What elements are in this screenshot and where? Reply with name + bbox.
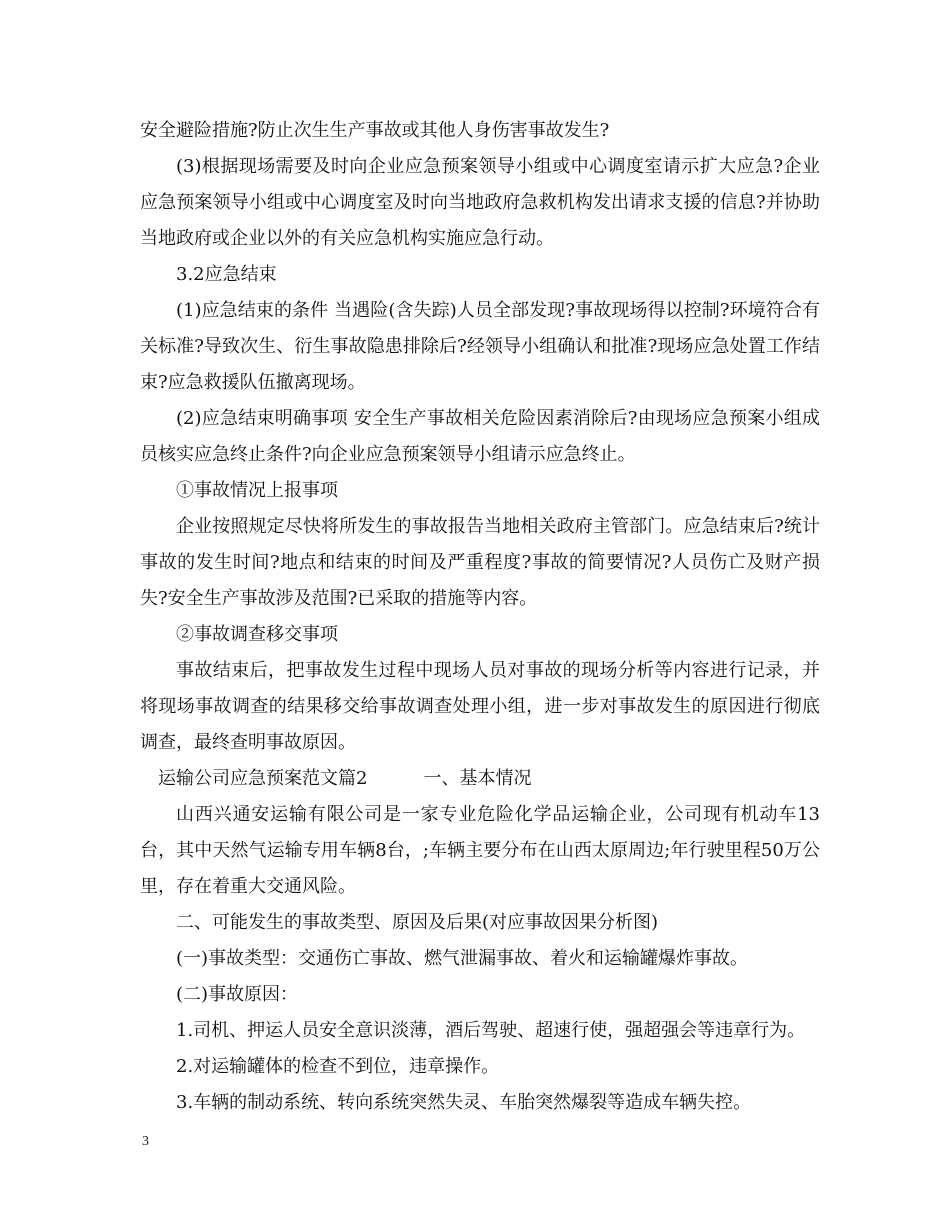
- paragraph: (3)根据现场需要及时向企业应急预案领导小组或中心调度室请示扩大应急?企业应急预案领导小组或中心调度室及时向当地政府急救机构发出请求支援的信息?并协助当地政府或企业以外的有关应急机构实施应急行动。: [140, 156, 820, 249]
- paragraph: 山西兴通安运输有限公司是一家专业危险化学品运输企业，公司现有机动车13台，其中天然气运输专用车辆8台，;车辆主要分布在山西太原周边;年行驶里程50万公里，存在着重大交通风险。: [140, 804, 820, 897]
- section-heading: 3.2应急结束: [176, 264, 277, 285]
- paragraph: (1)应急结束的条件 当遇险(含失踪)人员全部发现?事故现场得以控制?环境符合有关标准?导致次生、衍生事故隐患排除后?经领导小组确认和批准?现场应急处置工作结束?应急救援队伍撤离现场。: [140, 300, 820, 393]
- list-item: 1.司机、押运人员安全意识淡薄，酒后驾驶、超速行使，强超强会等违章行为。: [176, 1020, 806, 1041]
- paragraph: 安全避险措施?防止次生生产事故或其他人身伤害事故发生?: [140, 120, 610, 141]
- article-heading-line: [140, 761, 820, 797]
- subheading: (二)事故原因：: [176, 984, 299, 1005]
- list-item: 2.对运输罐体的检查不到位，违章操作。: [176, 1056, 500, 1077]
- list-item: 3.车辆的制动系统、转向系统突然失灵、车胎突然爆裂等造成车辆失控。: [176, 1092, 752, 1113]
- article-title: 运输公司应急预案范文篇2: [158, 768, 368, 789]
- document-body: [140, 113, 820, 1121]
- section-heading: 一、基本情况: [423, 768, 532, 789]
- subheading: ①事故情况上报事项: [176, 480, 338, 501]
- section-heading: 二、可能发生的事故类型、原因及后果(对应事故因果分析图): [176, 912, 659, 933]
- subheading: ②事故调查移交事项: [176, 624, 338, 645]
- paragraph: 事故结束后，把事故发生过程中现场人员对事故的现场分析等内容进行记录，并将现场事故调查的结果移交给事故调查处理小组，进一步对事故发生的原因进行彻底调查，最终查明事故原因。: [140, 660, 820, 753]
- paragraph: 企业按照规定尽快将所发生的事故报告当地相关政府主管部门。应急结束后?统计事故的发生时间?地点和结束的时间及严重程度?事故的简要情况?人员伤亡及财产损失?安全生产事故涉及范围?已采取的措施等内容。: [140, 516, 820, 609]
- paragraph: (一)事故类型：交通伤亡事故、燃气泄漏事故、着火和运输罐爆炸事故。: [176, 948, 749, 969]
- paragraph: (2)应急结束明确事项 安全生产事故相关危险因素消除后?由现场应急预案小组成员核实应急终止条件?向企业应急预案领导小组请示应急终止。: [140, 408, 820, 465]
- page-number: 3: [142, 1134, 149, 1149]
